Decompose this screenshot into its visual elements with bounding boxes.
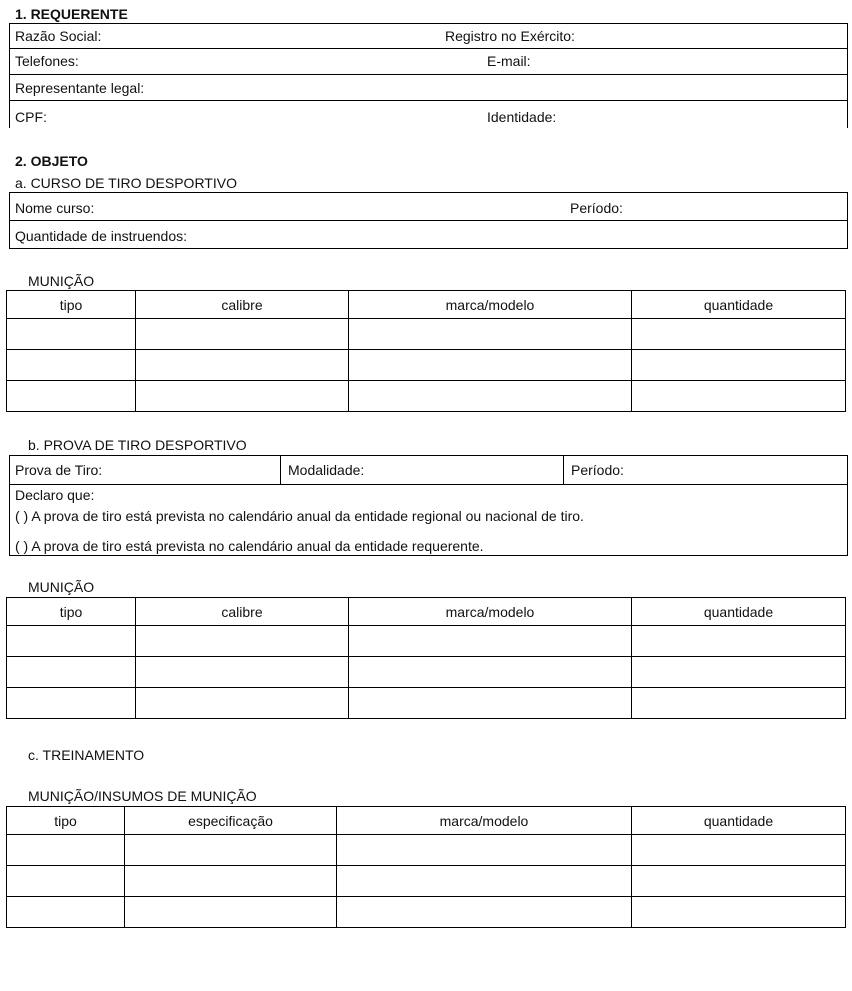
table-cell[interactable] (7, 866, 125, 897)
representante-legal-field[interactable]: Representante legal: (15, 80, 145, 96)
section2-heading: 2. OBJETO (15, 153, 88, 169)
registro-exercito-field[interactable]: Registro no Exército: (445, 28, 575, 44)
column-header: calibre (136, 291, 349, 319)
table-cell[interactable] (7, 657, 136, 688)
divider (9, 74, 848, 75)
table-cell[interactable] (632, 350, 846, 381)
table-row (7, 866, 846, 897)
column-header: marca/modelo (349, 291, 632, 319)
table-cell[interactable] (632, 657, 846, 688)
table-cell[interactable] (7, 897, 125, 928)
table-cell[interactable] (337, 835, 632, 866)
column-header: marca/modelo (349, 598, 632, 626)
telefones-field[interactable]: Telefones: (15, 53, 79, 69)
table-row (7, 319, 846, 350)
table-cell[interactable] (632, 319, 846, 350)
divider (9, 220, 848, 221)
nome-curso-field[interactable]: Nome curso: (15, 200, 95, 216)
periodo-field[interactable]: Período: (570, 200, 623, 216)
table-cell[interactable] (349, 688, 632, 719)
divider (9, 48, 848, 49)
table-cell[interactable] (136, 688, 349, 719)
table-cell[interactable] (632, 688, 846, 719)
column-header: quantidade (632, 598, 846, 626)
municao-table-b (6, 597, 846, 719)
table-cell[interactable] (125, 897, 337, 928)
municao-title: MUNIÇÃO (28, 579, 95, 595)
table-cell[interactable] (7, 688, 136, 719)
treinamento-title: c. TREINAMENTO (28, 747, 145, 763)
table-cell[interactable] (349, 381, 632, 412)
table-cell[interactable] (125, 835, 337, 866)
divider (847, 100, 848, 128)
table-header-row (7, 291, 846, 319)
table-cell[interactable] (136, 626, 349, 657)
municao-table-a (6, 290, 846, 412)
table-cell[interactable] (7, 319, 136, 350)
section1-heading: 1. REQUERENTE (15, 6, 128, 22)
periodo-field[interactable]: Período: (571, 462, 624, 478)
column-header: tipo (7, 598, 136, 626)
identidade-field[interactable]: Identidade: (487, 109, 557, 125)
table-cell[interactable] (632, 835, 846, 866)
table-cell[interactable] (337, 897, 632, 928)
column-header: calibre (136, 598, 349, 626)
table-cell[interactable] (136, 657, 349, 688)
column-header: marca/modelo (337, 807, 632, 835)
column-header: tipo (7, 291, 136, 319)
divider (563, 455, 564, 484)
table-cell[interactable] (136, 350, 349, 381)
curso-tiro-title: a. CURSO DE TIRO DESPORTIVO (15, 175, 237, 191)
declaration-option-regional[interactable]: ( ) A prova de tiro está prevista no calendário anual da entidade regional ou nacional de tiro. (15, 508, 584, 524)
table-cell[interactable] (632, 381, 846, 412)
table-cell[interactable] (7, 381, 136, 412)
table-row (7, 835, 846, 866)
quantidade-instruendos-field[interactable]: Quantidade de instruendos: (15, 228, 188, 244)
table-row (7, 657, 846, 688)
prova-tiro-title: b. PROVA DE TIRO DESPORTIVO (28, 437, 247, 453)
table-cell[interactable] (125, 866, 337, 897)
table-cell[interactable] (632, 866, 846, 897)
table-row (7, 688, 846, 719)
table-header-row (7, 598, 846, 626)
table-cell[interactable] (136, 381, 349, 412)
table-cell[interactable] (632, 897, 846, 928)
municao-insumos-title: MUNIÇÃO/INSUMOS DE MUNIÇÃO (28, 788, 257, 804)
table-cell[interactable] (7, 350, 136, 381)
table-row (7, 897, 846, 928)
table-row (7, 381, 846, 412)
table-cell[interactable] (337, 866, 632, 897)
divider (280, 455, 281, 484)
email-field[interactable]: E-mail: (487, 53, 531, 69)
table-cell[interactable] (349, 319, 632, 350)
column-header: tipo (7, 807, 125, 835)
table-row (7, 626, 846, 657)
divider (9, 484, 848, 485)
municao-insumos-table (6, 806, 846, 928)
declaration-option-requerente[interactable]: ( ) A prova de tiro está prevista no calendário anual da entidade requerente. (15, 538, 484, 554)
table-cell[interactable] (349, 350, 632, 381)
cpf-field[interactable]: CPF: (15, 109, 47, 125)
divider (9, 100, 10, 128)
table-row (7, 350, 846, 381)
table-cell[interactable] (7, 626, 136, 657)
table-cell[interactable] (7, 835, 125, 866)
declaro-label: Declaro que: (15, 487, 95, 503)
table-header-row (7, 807, 846, 835)
table-cell[interactable] (349, 657, 632, 688)
table-cell[interactable] (136, 319, 349, 350)
column-header: especificação (125, 807, 337, 835)
municao-title: MUNIÇÃO (28, 273, 95, 289)
column-header: quantidade (632, 807, 846, 835)
razao-social-field[interactable]: Razão Social: (15, 28, 102, 44)
table-cell[interactable] (349, 626, 632, 657)
modalidade-field[interactable]: Modalidade: (288, 462, 365, 478)
column-header: quantidade (632, 291, 846, 319)
prova-tiro-field[interactable]: Prova de Tiro: (15, 462, 103, 478)
table-cell[interactable] (632, 626, 846, 657)
